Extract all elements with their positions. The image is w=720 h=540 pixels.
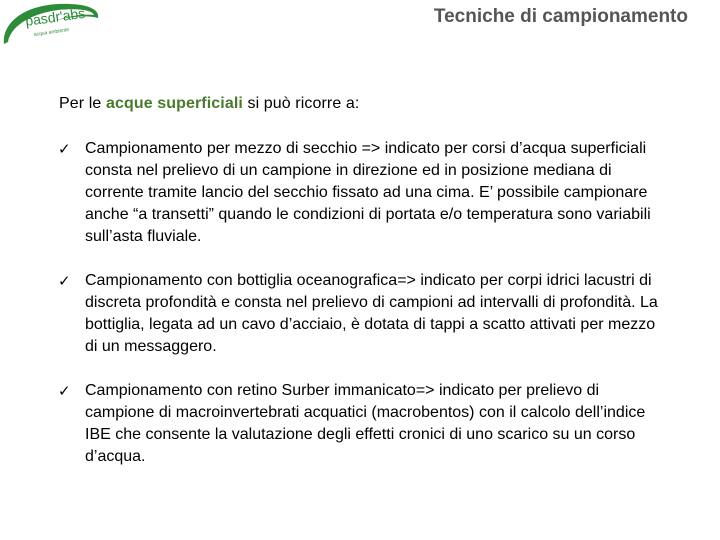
intro-before: Per le bbox=[59, 95, 106, 112]
logo-subtext: acqua ambiente bbox=[33, 27, 70, 38]
page-title: Tecniche di campionamento bbox=[433, 6, 688, 27]
logo-text: pasdr'abs bbox=[24, 4, 87, 29]
list-item bbox=[58, 138, 658, 248]
intro-text bbox=[59, 95, 359, 113]
check-icon: ✓ bbox=[58, 272, 71, 290]
intro-after: si può ricorre a: bbox=[242, 95, 360, 112]
bullet-list bbox=[58, 138, 658, 468]
bullet-text: Campionamento con bottiglia oceanografica=> indicato per corpi idrici lacustri di discreta profondità e consta nel prelievo di campioni ad intervalli di profondità. La bottiglia, legata ad un cavo d’acciaio, è dotata di tappi a scatto attivati per mezzo di un messaggero. bbox=[85, 272, 658, 355]
bullet-text: Campionamento per mezzo di secchio => indicato per corsi d’acqua superficiali consta nel prelievo di un campione in direzione ed in posizione mediana di corrente tramite lancio del secchio fissato ad una cima. E’ possibile campionare anche “a transetti” quando le condizioni di portata e/o temperatura sono variabili sull’asta fluviale. bbox=[85, 140, 651, 245]
bullet-text: Campionamento con retino Surber immanicato=> indicato per prelievo di campione di macroinvertebrati acquatici (macrobentos) con il calcolo dell’indice IBE che consente la valutazione degli effetti cronici di uno scarico su un corso d’acqua. bbox=[85, 382, 646, 465]
check-icon: ✓ bbox=[58, 140, 71, 158]
list-item bbox=[58, 270, 658, 358]
brand-logo bbox=[0, 0, 104, 50]
list-item bbox=[58, 380, 658, 468]
check-icon: ✓ bbox=[58, 382, 71, 400]
intro-highlight: acque superficiali bbox=[105, 95, 243, 112]
